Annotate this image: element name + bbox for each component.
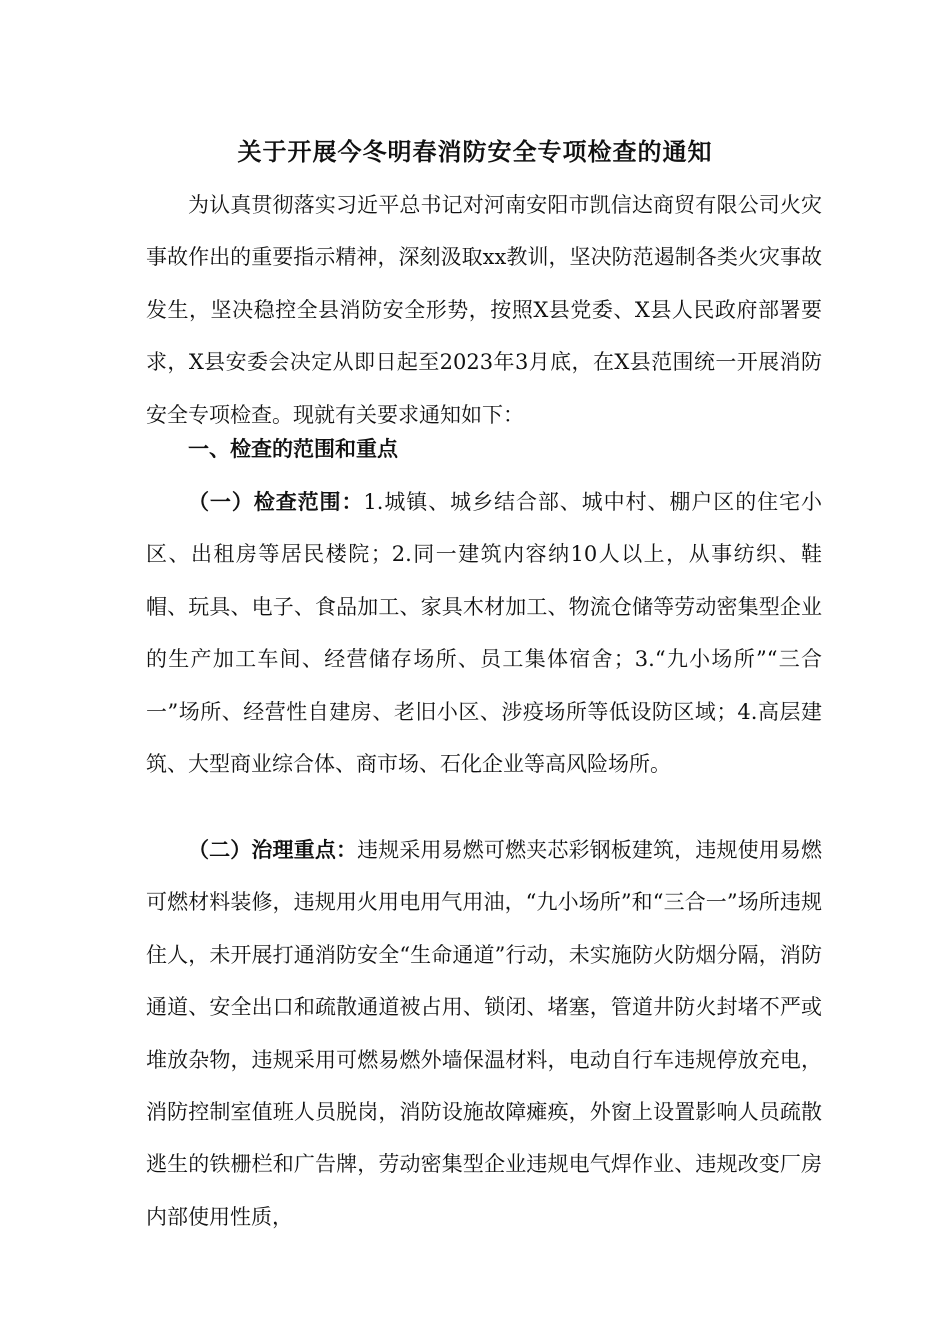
scope-paragraph xyxy=(146,476,822,790)
focus-text: 违规采用易燃可燃夹芯彩钢板建筑，违规使用易燃可燃材料装修，违规用火用电用气用油，“九小场所”和“三合一”场所违规住人，未开展打通消防安全“生命通道”行动，未实施防火防烟分隔，消防通道、安全出口和疏散通道被占用、锁闭、堵塞，管道井防火封堵不严或堆放杂物，违规采用可燃易燃外墙保温材料，电动自行车违规停放充电，消防控制室值班人员脱岗，消防设施故障瘫痪，外窗上设置影响人员疏散逃生的铁栅栏和广告牌，劳动密集型企业违规电气焊作业、违规改变厂房内部使用性质， xyxy=(146,838,823,1229)
section-heading: 一、检查的范围和重点 xyxy=(188,436,398,461)
focus-heading: （二）治理重点： xyxy=(188,837,358,862)
scope-text: 1.城镇、城乡结合部、城中村、棚户区的住宅小区、出租房等居民楼院；2.同一建筑内容纳10人以上，从事纺织、鞋帽、玩具、电子、食品加工、家具木材加工、物流仓储等劳动密集型企业的生产加工车间、经营储存场所、员工集体宿舍；3.“九小场所”“三合一”场所、经营性自建房、老旧小区、涉疫场所等低设防区域；4.高层建筑、大型商业综合体、商市场、石化企业等高风险场所。 xyxy=(146,490,822,777)
document-title: 关于开展今冬明春消防安全专项检查的通知 xyxy=(237,137,713,166)
intro-paragraph: 为认真贯彻落实习近平总书记对河南安阳市凯信达商贸有限公司火灾事故作出的重要指示精神，深刻汲取xx教训，坚决防范遏制各类火灾事故发生，坚决稳控全县消防安全形势，按照X县党委、X县人民政府部署要求，X县安委会决定从即日起至2023年3月底，在X县范围统一开展消防安全专项检查。现就有关要求通知如下： xyxy=(146,193,822,427)
scope-heading: （一）检查范围： xyxy=(188,489,364,514)
focus-paragraph xyxy=(146,824,822,1243)
